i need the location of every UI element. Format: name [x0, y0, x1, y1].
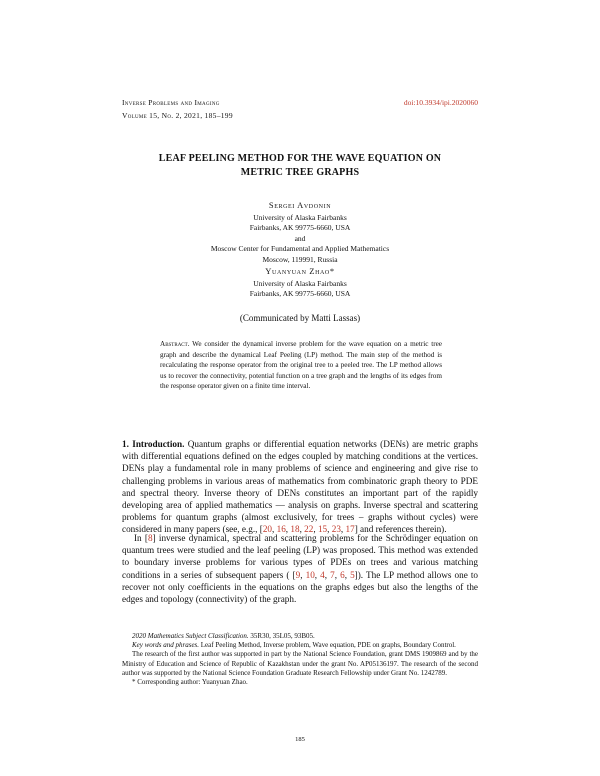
footnote-corresponding: * Corresponding author: Yuanyuan Zhao. [132, 678, 248, 687]
msc-label: 2020 Mathematics Subject Classification. [132, 632, 249, 640]
intro-text-2a: In [ [134, 533, 148, 543]
journal-name: Inverse Problems and Imaging [122, 98, 220, 107]
intro-text-1b: ] and references therein). [354, 524, 447, 535]
intro-text-2c: ]). The LP method allows one to recover not only coefficients in the equations on the graphs edges but also the lengths of the edges and topology (connectivity) of the graph. [122, 569, 478, 605]
volume-info: Volume 15, No. 2, 2021, 185–199 [122, 111, 233, 120]
author-1-and: and [294, 233, 306, 243]
footnote-msc [122, 632, 478, 641]
author-1-affil-4: Moscow, 119991, Russia [262, 254, 338, 264]
citation[interactable]: 16 [276, 524, 286, 535]
citation[interactable]: 5 [350, 569, 355, 580]
author-1-name: Sergei Avdonin [268, 200, 332, 210]
citation[interactable]: 7 [330, 569, 335, 580]
keywords-text: Leaf Peeling Method, Inverse problem, Wave equation, PDE on graphs, Boundary Control. [199, 641, 456, 650]
msc-codes: 35R30, 35L05, 93B05. [248, 632, 315, 640]
footnote-funding: The research of the first author was supported in part by the National Science Foundation, grant DMS 1909869 and by the Ministry of Education and Science of Republic of Kazakhstan under the grant No. AP05136197. The research of the second author was supported by the National Science Foundation Graduate Research Fellowship under Grant No. 1242789. [122, 650, 478, 677]
intro-text-1a: Quantum graphs or differential equation networks (DENs) are metric graphs with differential equations defined on the edges coupled by matching conditions at the vertices. DENs play a fundamental role in many problems of science and engineering and give rise to challenging problems in various areas of mathematics from combinatoric graph theory to PDE and spectral theory. Inverse theory of DENs constitutes an important part of the rapidly developing area of applied mathematics — analysis on graphs. Inverse spectral and scattering problems for quantum graphs (almost exclusively, for trees – graphs without cycles) were considered in many papers (see, e.g., [ [122, 439, 478, 535]
keywords-label: Key words and phrases. [132, 641, 200, 650]
intro-paragraph-1: 1. Introduction. Quantum graphs or differential equation networks (DENs) are metric graphs with differential equations defined on the edges coupled by matching conditions at the vertices. DENs play a fundamental role in many problems of science and engineering and give rise to challenging problems in various areas of mathematics from combinatoric graph theory to PDE and spectral theory. Inverse theory of DENs constitutes an important part of the rapidly developing area of applied mathematics — analysis on graphs. Inverse spectral and scattering problems for quantum graphs (almost exclusively, for trees – graphs without cycles) were considered in many papers (see, e.g., [20, 16, 18, 22, 15, 23, 17] and references therein). [122, 439, 478, 535]
citation[interactable]: 15 [317, 524, 328, 535]
paper-title [100, 152, 500, 180]
section-heading: 1. Introduction. [122, 439, 185, 449]
author-2-block [100, 266, 500, 300]
footnote-keywords [122, 641, 478, 650]
citation[interactable]: 17 [345, 524, 355, 535]
author-1-affil-2: Fairbanks, AK 99775-6660, USA [249, 223, 351, 232]
citation[interactable]: 8 [147, 533, 153, 543]
citation[interactable]: 6 [340, 569, 345, 580]
author-2-affil-1: University of Alaska Fairbanks [253, 278, 347, 288]
citation[interactable]: 20 [262, 524, 273, 535]
author-2-affil-2: Fairbanks, AK 99775-6660, USA [249, 289, 351, 298]
abstract [160, 339, 442, 392]
citation[interactable]: 4 [320, 569, 325, 580]
citation[interactable]: 22 [304, 524, 314, 535]
author-1-affil-1: University of Alaska Fairbanks [253, 212, 347, 222]
title-line-1: LEAF PEELING METHOD FOR THE WAVE EQUATION ON [158, 153, 442, 164]
abstract-text: We consider the dynamical inverse problem for the wave equation on a metric tree graph and describe the dynamical Leaf Peeling (LP) method. The main step of the method is recalculating the response operator from the original tree to a peeled tree. The LP method allows us to recover the connectivity, potential function on a tree graph and the lengths of its edges from the response operator given on a finite time interval. [160, 340, 442, 390]
intro-text-2b: ] inverse dynamical, spectral and scattering problems for the Schrödinger equation on quantum trees were studied and the leaf peeling (LP) was proposed. This method was extended to boundary inverse problems for various types of PDEs on trees and various matching conditions in a series of subsequent papers ( [ [122, 533, 479, 580]
citation[interactable]: 23 [331, 524, 341, 535]
citation[interactable]: 10 [305, 569, 315, 580]
author-1-block [100, 200, 500, 265]
title-line-2: METRIC TREE GRAPHS [240, 167, 360, 178]
author-2-name: Yuanyuan Zhao* [265, 266, 335, 276]
communicated-by: (Communicated by Matti Lassas) [239, 313, 361, 323]
citation[interactable]: 9 [295, 569, 301, 580]
abstract-label: Abstract. [160, 340, 190, 348]
author-1-affil-3: Moscow Center for Fundamental and Applied Mathematics [210, 244, 390, 253]
citation[interactable]: 18 [290, 524, 300, 535]
footnotes [122, 632, 478, 687]
page-number: 185 [295, 736, 305, 743]
doi-link[interactable]: doi:10.3934/ipi.2020060 [403, 98, 478, 107]
intro-paragraph-2: In [8] inverse dynamical, spectral and scattering problems for the Schrödinger equation on quantum trees were studied and the leaf peeling (LP) was proposed. This method was extended to boundary inverse problems for various types of PDEs on trees and various matching conditions in a series of subsequent papers ( [9, 10, 4, 7, 6, 5]). The LP method allows one to recover not only coefficients in the equations on the graphs edges but also the lengths of the edges and topology (connectivity) of the graph. [122, 533, 479, 605]
